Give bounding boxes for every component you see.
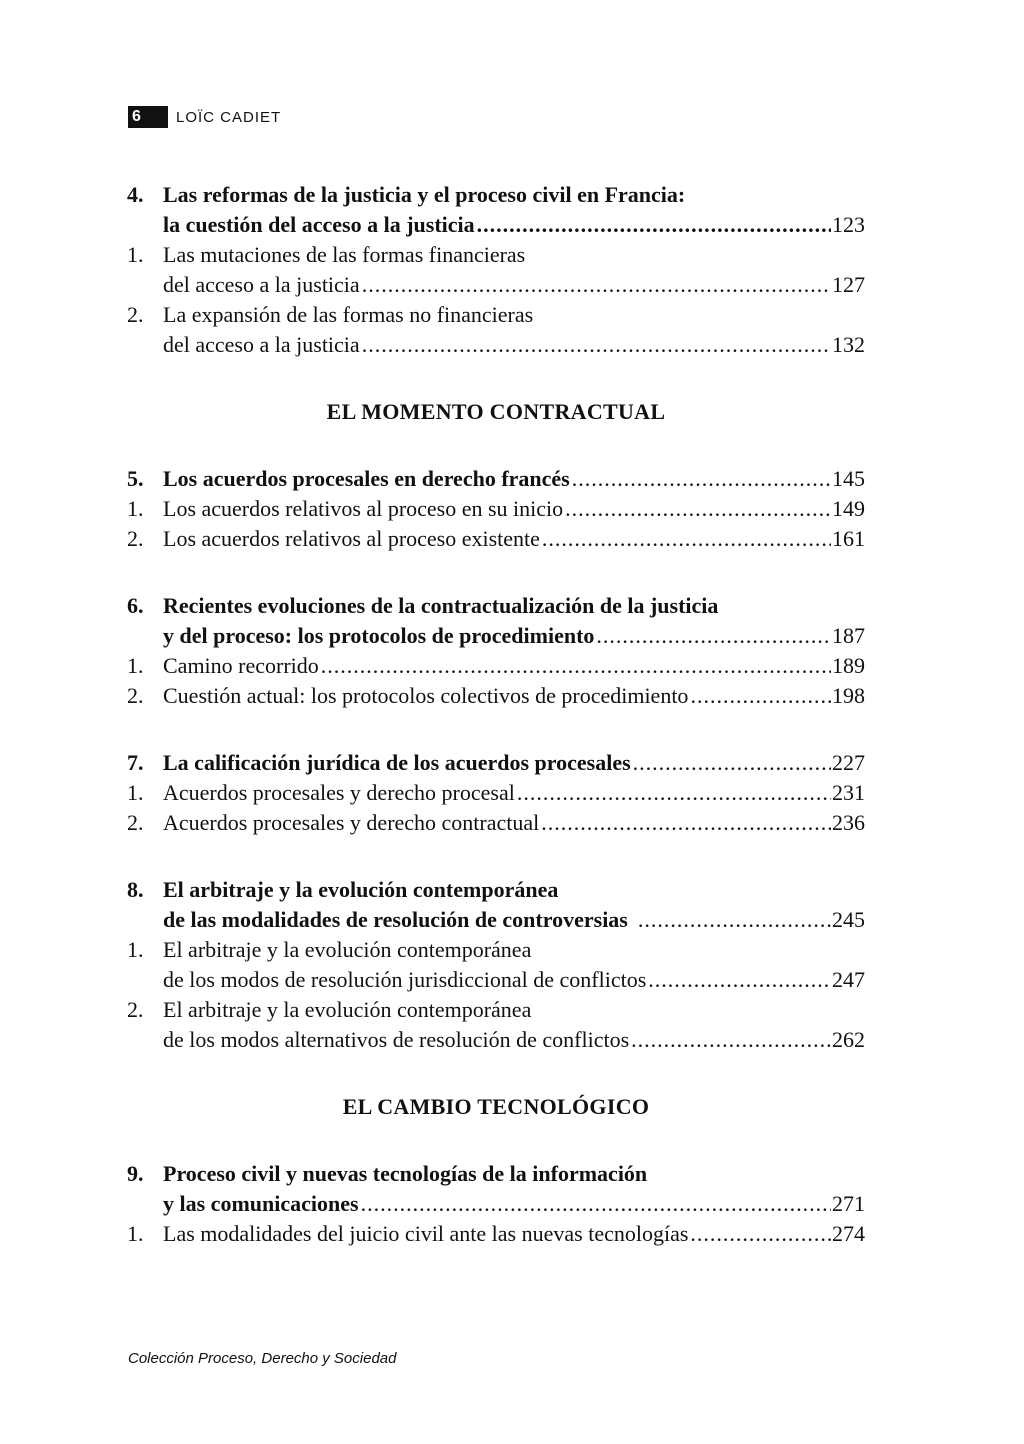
dot-leader	[362, 330, 831, 360]
running-author: LOÏC CADIET	[176, 108, 282, 126]
chapter-number: 7.	[127, 750, 144, 775]
toc-subentry	[127, 524, 865, 554]
dot-leader	[631, 1025, 831, 1055]
toc-subentry	[127, 300, 865, 360]
chapter-title-line: la cuestión del acceso a la justicia	[163, 212, 475, 237]
page-ref: 127	[832, 272, 865, 297]
toc-subentry	[127, 995, 865, 1025]
subentry-number: 1.	[127, 242, 144, 267]
toc-subentry	[127, 681, 865, 711]
page-ref: 274	[832, 1221, 865, 1246]
toc-chapter-6	[127, 591, 865, 621]
page-ref: 187	[832, 623, 865, 648]
dot-leader	[648, 965, 831, 995]
subentry-number: 2.	[127, 810, 144, 835]
subentry-text: de los modos de resolución jurisdiccional de conflictos	[163, 967, 647, 992]
toc-subentry	[127, 494, 865, 524]
dot-leader	[362, 270, 831, 300]
toc-subentry	[127, 808, 865, 838]
toc-chapter-4	[127, 180, 865, 240]
subentry-number: 1.	[127, 1221, 144, 1246]
chapter-number: 4.	[127, 182, 144, 207]
page-ref: 149	[832, 496, 865, 521]
section-heading: EL CAMBIO TECNOLÓGICO	[342, 1094, 650, 1119]
subentry-number: 1.	[127, 780, 144, 805]
dot-leader	[596, 621, 831, 651]
page-number: 6	[128, 106, 168, 128]
page-ref: 132	[832, 332, 865, 357]
collection-footer: Colección Proceso, Derecho y Sociedad	[128, 1350, 397, 1367]
toc-subentry	[127, 1219, 865, 1249]
chapter-title-line: Recientes evoluciones de la contractualización de la justicia	[163, 593, 719, 618]
subentry-text: Acuerdos procesales y derecho contractual	[163, 810, 540, 835]
dot-leader	[517, 778, 831, 808]
dot-leader	[542, 524, 831, 554]
page-ref: 189	[832, 653, 865, 678]
subentry-text: Camino recorrido	[163, 653, 319, 678]
toc-subentry	[127, 240, 865, 300]
dot-leader	[321, 651, 831, 681]
subentry-number: 2.	[127, 683, 144, 708]
subentry-number: 2.	[127, 526, 144, 551]
dot-leader	[638, 905, 831, 935]
dot-leader	[541, 808, 831, 838]
section-heading: EL MOMENTO CONTRACTUAL	[326, 399, 666, 424]
dot-leader	[690, 681, 831, 711]
subentry-text: Acuerdos procesales y derecho procesal	[163, 780, 515, 805]
page-ref: 236	[832, 810, 865, 835]
subentry-text: Los acuerdos relativos al proceso existente	[163, 526, 540, 551]
chapter-title-line: de las modalidades de resolución de controversias	[163, 907, 628, 932]
page-ref: 198	[832, 683, 865, 708]
dot-leader	[477, 210, 831, 240]
page-ref: 227	[832, 750, 865, 775]
dot-leader	[565, 494, 831, 524]
dot-leader	[572, 464, 831, 494]
page-ref: 123	[832, 212, 865, 237]
subentry-text: Las modalidades del juicio civil ante las nuevas tecnologías	[163, 1221, 689, 1246]
chapter-title-line: y las comunicaciones	[163, 1191, 359, 1216]
toc-chapter-7	[127, 748, 865, 778]
page-ref: 247	[832, 967, 865, 992]
subentry-text: La expansión de las formas no financieras	[163, 302, 534, 327]
subentry-text: El arbitraje y la evolución contemporánea	[163, 937, 532, 962]
toc-chapter-9	[127, 1159, 865, 1189]
toc-subentry	[127, 778, 865, 808]
chapter-title-line: Proceso civil y nuevas tecnologías de la información	[163, 1161, 648, 1186]
toc-subentry	[127, 651, 865, 681]
running-header	[128, 105, 281, 129]
page-ref: 245	[832, 907, 865, 932]
chapter-number: 9.	[127, 1161, 144, 1186]
page-ref: 271	[832, 1191, 865, 1216]
toc-subentry	[127, 935, 865, 965]
subentry-text: del acceso a la justicia	[163, 272, 360, 297]
page-ref: 161	[832, 526, 865, 551]
chapter-title-line: La calificación jurídica de los acuerdos procesales	[163, 750, 631, 775]
chapter-number: 6.	[127, 593, 144, 618]
page-ref: 145	[832, 466, 865, 491]
subentry-number: 1.	[127, 496, 144, 521]
chapter-title-line: El arbitraje y la evolución contemporánea	[163, 877, 559, 902]
subentry-number: 1.	[127, 937, 144, 962]
subentry-text: Los acuerdos relativos al proceso en su inicio	[163, 496, 564, 521]
subentry-number: 2.	[127, 997, 144, 1022]
subentry-text: El arbitraje y la evolución contemporánea	[163, 997, 532, 1022]
chapter-number: 5.	[127, 466, 144, 491]
page-ref: 262	[832, 1027, 865, 1052]
subentry-text: Cuestión actual: los protocolos colectivos de procedimiento	[163, 683, 689, 708]
subentry-number: 1.	[127, 653, 144, 678]
dot-leader	[633, 748, 831, 778]
subentry-number: 2.	[127, 302, 144, 327]
dot-leader	[361, 1189, 831, 1219]
chapter-number: 8.	[127, 877, 144, 902]
table-of-contents	[127, 180, 865, 1249]
chapter-title-line: y del proceso: los protocolos de procedimiento	[163, 623, 595, 648]
subentry-text: Las mutaciones de las formas financieras	[163, 242, 526, 267]
dot-leader	[690, 1219, 831, 1249]
subentry-text: del acceso a la justicia	[163, 332, 360, 357]
subentry-text: de los modos alternativos de resolución de conflictos	[163, 1027, 630, 1052]
chapter-title-line: Los acuerdos procesales en derecho francés	[163, 466, 570, 491]
toc-chapter-5	[127, 464, 865, 494]
chapter-title-line: Las reformas de la justicia y el proceso civil en Francia:	[163, 182, 686, 207]
toc-chapter-8	[127, 875, 865, 905]
page-ref: 231	[832, 780, 865, 805]
